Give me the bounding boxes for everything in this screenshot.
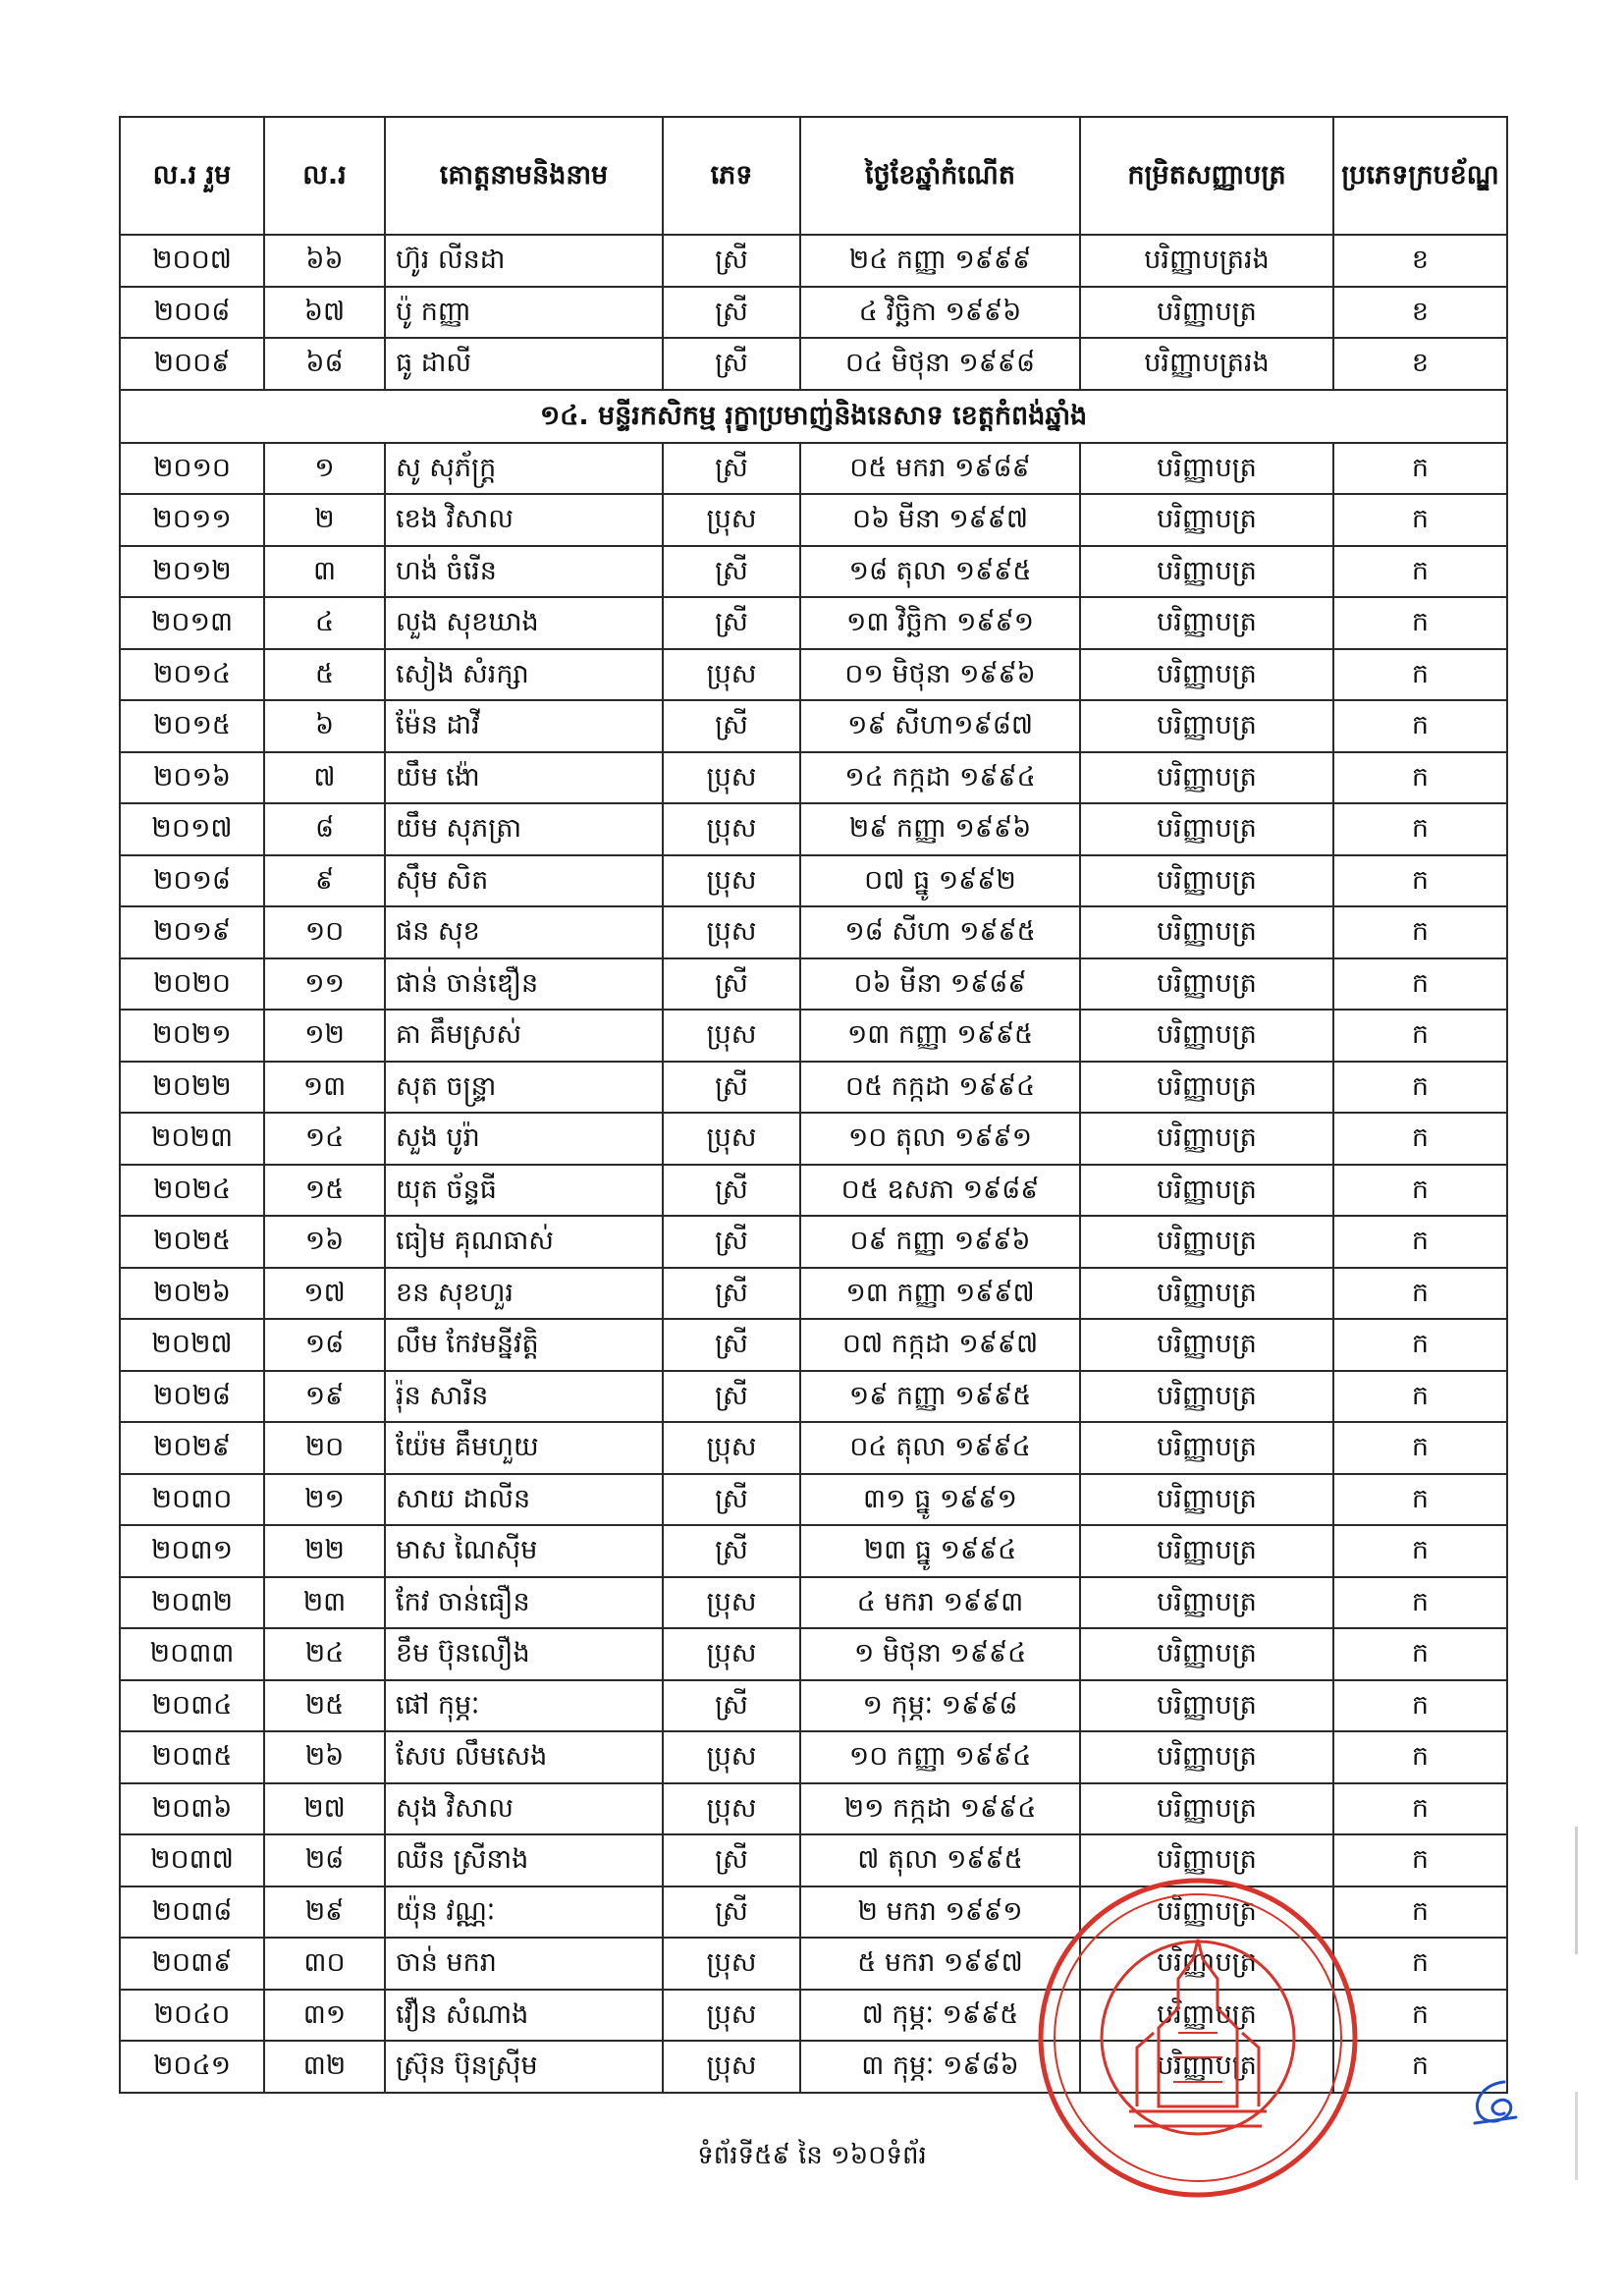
table-row (120, 287, 1507, 339)
dob-cell: ៧ តុលា ១៩៩៥ (800, 1834, 1080, 1886)
category-cell: ក (1333, 2041, 1507, 2093)
name-cell: សៀង សំរក្សា (385, 649, 663, 701)
degree-cell: បរិញ្ញាបត្រ (1080, 1268, 1333, 1320)
no-cell: ៦ (264, 700, 385, 752)
overall-no-cell: ២០២០ (120, 958, 264, 1011)
sex-cell: ប្រុស (663, 906, 800, 958)
degree-cell: បរិញ្ញាបត្រ (1080, 1577, 1333, 1629)
header-overall-no: ល.រ រួម (120, 117, 264, 235)
category-cell: ក (1333, 1628, 1507, 1680)
table-row (120, 855, 1507, 907)
dob-cell: ១៨ សីហា ១៩៩៥ (800, 906, 1080, 958)
name-cell: សុង វិសាល (385, 1783, 663, 1835)
table-row (120, 1268, 1507, 1320)
sex-cell: ស្រី (663, 1680, 800, 1732)
dob-cell: ០៩ កញ្ញា ១៩៩៦ (800, 1216, 1080, 1268)
degree-cell: បរិញ្ញាបត្រ (1080, 1113, 1333, 1165)
name-cell: ធូ ដាលី (385, 338, 663, 390)
degree-cell: បរិញ្ញាបត្រ (1080, 803, 1333, 855)
dob-cell: ១៩ សីហា១៩៨៧ (800, 700, 1080, 752)
official-seal-icon (1031, 1861, 1365, 2234)
dob-cell: ០៦ មីនា ១៩៨៩ (800, 958, 1080, 1011)
sex-cell: ស្រី (663, 1474, 800, 1526)
degree-cell: បរិញ្ញាបត្រ (1080, 494, 1333, 546)
category-cell: ក (1333, 752, 1507, 804)
overall-no-cell: ២០២១ (120, 1010, 264, 1062)
sex-cell: ប្រុស (663, 1010, 800, 1062)
dob-cell: ០៥ ឧសភា ១៩៨៩ (800, 1165, 1080, 1217)
name-cell: សួង បូរ៉ា (385, 1113, 663, 1165)
table-row (120, 1113, 1507, 1165)
table-row (120, 906, 1507, 958)
overall-no-cell: ២០៣៨ (120, 1886, 264, 1939)
dob-cell: ០១ មិថុនា ១៩៩៦ (800, 649, 1080, 701)
overall-no-cell: ២០០៩ (120, 338, 264, 390)
name-cell: មាស ណៃស៊ីម (385, 1525, 663, 1577)
name-cell: សាយ ដាលីន (385, 1474, 663, 1526)
dob-cell: ១៣ កញ្ញា ១៩៩៧ (800, 1268, 1080, 1320)
overall-no-cell: ២០៤០ (120, 1990, 264, 2042)
degree-cell: បរិញ្ញាបត្រ (1080, 287, 1333, 339)
category-cell: ក (1333, 1886, 1507, 1939)
category-cell: ក (1333, 803, 1507, 855)
name-cell: ធៀម គុណធាស់ (385, 1216, 663, 1268)
category-cell: ក (1333, 546, 1507, 598)
name-cell: គា គឹមស្រស់ (385, 1010, 663, 1062)
name-cell: ផន សុខ (385, 906, 663, 958)
degree-cell: បរិញ្ញាបត្រ (1080, 1525, 1333, 1577)
no-cell: ៥ (264, 649, 385, 701)
no-cell: ២៣ (264, 1577, 385, 1629)
sex-cell: ប្រុស (663, 1731, 800, 1783)
overall-no-cell: ២០១៩ (120, 906, 264, 958)
overall-no-cell: ២០១២ (120, 546, 264, 598)
no-cell: ១១ (264, 958, 385, 1011)
dob-cell: ១៨ តុលា ១៩៩៥ (800, 546, 1080, 598)
dob-cell: ០៥ មករា ១៩៨៩ (800, 443, 1080, 495)
name-cell: យុត ច័ន្ទធី (385, 1165, 663, 1217)
table-row (120, 338, 1507, 390)
overall-no-cell: ២០៤១ (120, 2041, 264, 2093)
name-cell: ខន សុខហួរ (385, 1268, 663, 1320)
no-cell: ៣០ (264, 1938, 385, 1990)
sex-cell: ប្រុស (663, 1628, 800, 1680)
no-cell: ២៤ (264, 1628, 385, 1680)
table-row (120, 649, 1507, 701)
category-cell: ក (1333, 1062, 1507, 1114)
table-row (120, 1216, 1507, 1268)
category-cell: ក (1333, 1010, 1507, 1062)
dob-cell: ០៤ មិថុនា ១៩៩៨ (800, 338, 1080, 390)
degree-cell: បរិញ្ញាបត្រ (1080, 1062, 1333, 1114)
degree-cell: បរិញ្ញាបត្រ (1080, 1990, 1333, 2042)
category-cell: ក (1333, 1731, 1507, 1783)
category-cell: ក (1333, 1474, 1507, 1526)
dob-cell: ០៥ កក្កដា ១៩៩៤ (800, 1062, 1080, 1114)
scan-edge-mark (1575, 2092, 1578, 2180)
dob-cell: ២ មករា ១៩៩១ (800, 1886, 1080, 1939)
category-cell: ខ (1333, 235, 1507, 287)
section-group (120, 390, 1507, 443)
overall-no-cell: ២០២៥ (120, 1216, 264, 1268)
degree-cell: បរិញ្ញាបត្រ (1080, 1319, 1333, 1371)
no-cell: ៣១ (264, 1990, 385, 2042)
name-cell: ខឹម ប៊ុនលឿង (385, 1628, 663, 1680)
roster-table (119, 116, 1508, 2094)
dob-cell: ៣ កុម្ភៈ ១៩៨៦ (800, 2041, 1080, 2093)
no-cell: ២៥ (264, 1680, 385, 1732)
no-cell: ១៩ (264, 1371, 385, 1423)
name-cell: ហង់ ចំរើន (385, 546, 663, 598)
sex-cell: ស្រី (663, 700, 800, 752)
overall-no-cell: ២០១៣ (120, 597, 264, 649)
name-cell: វឿន សំណាង (385, 1990, 663, 2042)
sex-cell: ស្រី (663, 338, 800, 390)
category-cell: ក (1333, 700, 1507, 752)
category-cell: ក (1333, 855, 1507, 907)
name-cell: ស៊ឹម សិត (385, 855, 663, 907)
no-cell: ១ (264, 443, 385, 495)
sex-cell: ប្រុស (663, 1577, 800, 1629)
overall-no-cell: ២០២២ (120, 1062, 264, 1114)
dob-cell: ០៤ តុលា ១៩៩៤ (800, 1422, 1080, 1474)
dob-cell: ០៦ មីនា ១៩៩៧ (800, 494, 1080, 546)
sex-cell: ប្រុស (663, 855, 800, 907)
degree-cell: បរិញ្ញាបត្រ (1080, 1216, 1333, 1268)
no-cell: ២៦ (264, 1731, 385, 1783)
category-cell: ក (1333, 1577, 1507, 1629)
header-date-of-birth: ថ្ងៃខែឆ្នាំកំណើត (800, 117, 1080, 235)
name-cell: យឹម ង៉ោ (385, 752, 663, 804)
no-cell: ២៩ (264, 1886, 385, 1939)
sex-cell: ស្រី (663, 1268, 800, 1320)
sex-cell: ប្រុស (663, 649, 800, 701)
no-cell: ១៧ (264, 1268, 385, 1320)
sex-cell: ប្រុស (663, 1938, 800, 1990)
overall-no-cell: ២០១០ (120, 443, 264, 495)
dob-cell: ០៧ កក្កដា ១៩៩៧ (800, 1319, 1080, 1371)
overall-no-cell: ២០១៧ (120, 803, 264, 855)
category-cell: ក (1333, 958, 1507, 1011)
category-cell: ក (1333, 1165, 1507, 1217)
degree-cell: បរិញ្ញាបត្ររង (1080, 338, 1333, 390)
name-cell: ហ៊ូរ លីនដា (385, 235, 663, 287)
name-cell: យឹម សុភត្រា (385, 803, 663, 855)
table-row (120, 494, 1507, 546)
degree-cell: បរិញ្ញាបត្រ (1080, 752, 1333, 804)
table-row (120, 1062, 1507, 1114)
sex-cell: ប្រុស (663, 1113, 800, 1165)
overall-no-cell: ២០២៤ (120, 1165, 264, 1217)
overall-no-cell: ២០៣០ (120, 1474, 264, 1526)
degree-cell: បរិញ្ញាបត្រ (1080, 443, 1333, 495)
category-cell: ក (1333, 649, 1507, 701)
header-no: ល.រ (264, 117, 385, 235)
dob-cell: ៧ កុម្ភៈ ១៩៩៥ (800, 1990, 1080, 2042)
dob-cell: ២៣ ធ្នូ ១៩៩៤ (800, 1525, 1080, 1577)
overall-no-cell: ២០១១ (120, 494, 264, 546)
dob-cell: ១៩ កញ្ញា ១៩៩៥ (800, 1371, 1080, 1423)
degree-cell: បរិញ្ញាបត្ររង (1080, 235, 1333, 287)
category-cell: ក (1333, 1834, 1507, 1886)
table-row (120, 1783, 1507, 1835)
degree-cell: បរិញ្ញាបត្រ (1080, 546, 1333, 598)
section-row (120, 390, 1507, 443)
overall-no-cell: ២០១៨ (120, 855, 264, 907)
table-row (120, 1319, 1507, 1371)
degree-cell: បរិញ្ញាបត្រ (1080, 855, 1333, 907)
no-cell: ១២ (264, 1010, 385, 1062)
overall-no-cell: ២០២៨ (120, 1371, 264, 1423)
category-cell: ក (1333, 1319, 1507, 1371)
dob-cell: ៥ មករា ១៩៩៧ (800, 1938, 1080, 1990)
category-cell: ខ (1333, 287, 1507, 339)
section-title: ១៤. មន្ទីរកសិកម្ម រុក្ខាប្រមាញ់និងនេសាទ ខេត្តកំពង់ឆ្នាំង (120, 390, 1507, 443)
degree-cell: បរិញ្ញាបត្រ (1080, 1731, 1333, 1783)
name-cell: ម៉ែន ដាវី (385, 700, 663, 752)
sex-cell: ស្រី (663, 1886, 800, 1939)
dob-cell: ៣១ ធ្នូ ១៩៩១ (800, 1474, 1080, 1526)
overall-no-cell: ២០២៣ (120, 1113, 264, 1165)
table-row (120, 1680, 1507, 1732)
dob-cell: ២១ កក្កដា ១៩៩៤ (800, 1783, 1080, 1835)
dob-cell: ១០ តុលា ១៩៩១ (800, 1113, 1080, 1165)
degree-cell: បរិញ្ញាបត្រ (1080, 1886, 1333, 1939)
signature-icon (1465, 2074, 1524, 2133)
overall-no-cell: ២០០៧ (120, 235, 264, 287)
table-row (120, 546, 1507, 598)
overall-no-cell: ២០៣២ (120, 1577, 264, 1629)
sex-cell: ស្រី (663, 546, 800, 598)
table-row (120, 803, 1507, 855)
category-cell: ក (1333, 1783, 1507, 1835)
dob-cell: ០៧ ធ្នូ ១៩៩២ (800, 855, 1080, 907)
name-cell: ប៉ូ កញ្ញា (385, 287, 663, 339)
sex-cell: ស្រី (663, 597, 800, 649)
name-cell: ឈឺន ស្រីនាង (385, 1834, 663, 1886)
no-cell: ២១ (264, 1474, 385, 1526)
name-cell: លឹម កែវមន្នីវត្តិ (385, 1319, 663, 1371)
name-cell: សុត ចន្ទ្រា (385, 1062, 663, 1114)
table-row (120, 1577, 1507, 1629)
no-cell: ១៣ (264, 1062, 385, 1114)
name-cell: សែប លឹមសេង (385, 1731, 663, 1783)
table-row (120, 1525, 1507, 1577)
name-cell: យ៉ុន វណ្ណៈ (385, 1886, 663, 1939)
dob-cell: ១៣ វិច្ឆិកា ១៩៩១ (800, 597, 1080, 649)
category-cell: ក (1333, 494, 1507, 546)
degree-cell: បរិញ្ញាបត្រ (1080, 597, 1333, 649)
name-cell: ស្រ៊ុន ប៊ុនស្រ៊ីម (385, 2041, 663, 2093)
rows-before-section (120, 235, 1507, 390)
overall-no-cell: ២០២៧ (120, 1319, 264, 1371)
no-cell: ១៨ (264, 1319, 385, 1371)
table-row (120, 1731, 1507, 1783)
no-cell: ៦៧ (264, 287, 385, 339)
overall-no-cell: ២០៣៤ (120, 1680, 264, 1732)
overall-no-cell: ២០៣៦ (120, 1783, 264, 1835)
dob-cell: ៤ វិច្ឆិកា ១៩៩៦ (800, 287, 1080, 339)
dob-cell: ១៣ កញ្ញា ១៩៩៥ (800, 1010, 1080, 1062)
category-cell: ក (1333, 1422, 1507, 1474)
header-sex: ភេទ (663, 117, 800, 235)
overall-no-cell: ២០៣៣ (120, 1628, 264, 1680)
sex-cell: ស្រី (663, 1062, 800, 1114)
table-row (120, 1422, 1507, 1474)
overall-no-cell: ២០១៤ (120, 649, 264, 701)
overall-no-cell: ២០៣៥ (120, 1731, 264, 1783)
overall-no-cell: ២០៣១ (120, 1525, 264, 1577)
dob-cell: ២៩ កញ្ញា ១៩៩៦ (800, 803, 1080, 855)
sex-cell: ស្រី (663, 1834, 800, 1886)
degree-cell: បរិញ្ញាបត្រ (1080, 1010, 1333, 1062)
table-row (120, 1474, 1507, 1526)
header-full-name: គោត្តនាមនិងនាម (385, 117, 663, 235)
degree-cell: បរិញ្ញាបត្រ (1080, 700, 1333, 752)
sex-cell: ប្រុស (663, 2041, 800, 2093)
header-degree-level: កម្រិតសញ្ញាបត្រ (1080, 117, 1333, 235)
category-cell: ក (1333, 1371, 1507, 1423)
overall-no-cell: ២០២៩ (120, 1422, 264, 1474)
name-cell: ផៅ កុម្ភៈ (385, 1680, 663, 1732)
no-cell: ៩ (264, 855, 385, 907)
table-row (120, 1628, 1507, 1680)
name-cell: សូ សុភ័ក្រ្ត (385, 443, 663, 495)
degree-cell: បរិញ្ញាបត្រ (1080, 1165, 1333, 1217)
page-number: ទំព័រទី៥៩ នៃ ១៦០ទំព័រ (697, 2141, 927, 2170)
category-cell: ក (1333, 1268, 1507, 1320)
scan-edge-mark (1575, 1827, 1578, 1954)
overall-no-cell: ២០១៦ (120, 752, 264, 804)
category-cell: ក (1333, 443, 1507, 495)
no-cell: ៦៨ (264, 338, 385, 390)
no-cell: ២ (264, 494, 385, 546)
table-row (120, 752, 1507, 804)
name-cell: ចាន់ មករា (385, 1938, 663, 1990)
degree-cell: បរិញ្ញាបត្រ (1080, 1628, 1333, 1680)
sex-cell: ប្រុស (663, 803, 800, 855)
table-row (120, 958, 1507, 1011)
table-row (120, 443, 1507, 495)
dob-cell: ១ កុម្ភៈ ១៩៩៨ (800, 1680, 1080, 1732)
name-cell: យ៉ែម គឹមហួយ (385, 1422, 663, 1474)
degree-cell: បរិញ្ញាបត្រ (1080, 1422, 1333, 1474)
degree-cell: បរិញ្ញាបត្រ (1080, 2041, 1333, 2093)
degree-cell: បរិញ្ញាបត្រ (1080, 1680, 1333, 1732)
table-row (120, 700, 1507, 752)
sex-cell: ប្រុស (663, 1783, 800, 1835)
sex-cell: ស្រី (663, 235, 800, 287)
name-cell: ផាន់ ចាន់ឌឿន (385, 958, 663, 1011)
sex-cell: ស្រី (663, 1371, 800, 1423)
table-row (120, 1165, 1507, 1217)
rows-after-section (120, 443, 1507, 2093)
no-cell: ២២ (264, 1525, 385, 1577)
dob-cell: ១ មិថុនា ១៩៩៤ (800, 1628, 1080, 1680)
sex-cell: ស្រី (663, 443, 800, 495)
no-cell: ២០ (264, 1422, 385, 1474)
table-row (120, 597, 1507, 649)
sex-cell: ស្រី (663, 1216, 800, 1268)
no-cell: ៨ (264, 803, 385, 855)
sex-cell: ស្រី (663, 958, 800, 1011)
overall-no-cell: ២០១៥ (120, 700, 264, 752)
no-cell: ២៧ (264, 1783, 385, 1835)
dob-cell: ២៤ កញ្ញា ១៩៩៩ (800, 235, 1080, 287)
sex-cell: ប្រុស (663, 1990, 800, 2042)
no-cell: ៦៦ (264, 235, 385, 287)
no-cell: ៧ (264, 752, 385, 804)
no-cell: ១០ (264, 906, 385, 958)
name-cell: ខេង វិសាល (385, 494, 663, 546)
degree-cell: បរិញ្ញាបត្រ (1080, 1783, 1333, 1835)
sex-cell: ប្រុស (663, 1422, 800, 1474)
no-cell: ៣២ (264, 2041, 385, 2093)
overall-no-cell: ២០០៨ (120, 287, 264, 339)
no-cell: ១៥ (264, 1165, 385, 1217)
no-cell: ៣ (264, 546, 385, 598)
category-cell: ក (1333, 1938, 1507, 1990)
table-row (120, 1371, 1507, 1423)
degree-cell: បរិញ្ញាបត្រ (1080, 1834, 1333, 1886)
category-cell: ក (1333, 1113, 1507, 1165)
no-cell: ១៤ (264, 1113, 385, 1165)
degree-cell: បរិញ្ញាបត្រ (1080, 1938, 1333, 1990)
header-framework-category: ប្រភេទក្របខ័ណ្ឌ (1333, 117, 1507, 235)
sex-cell: ស្រី (663, 1525, 800, 1577)
category-cell: ក (1333, 597, 1507, 649)
name-cell: កែវ ចាន់ធឿន (385, 1577, 663, 1629)
sex-cell: ស្រី (663, 1165, 800, 1217)
sex-cell: ស្រី (663, 287, 800, 339)
overall-no-cell: ២០៣៩ (120, 1938, 264, 1990)
degree-cell: បរិញ្ញាបត្រ (1080, 958, 1333, 1011)
table-row (120, 235, 1507, 287)
dob-cell: ១០ កញ្ញា ១៩៩៤ (800, 1731, 1080, 1783)
overall-no-cell: ២០៣៧ (120, 1834, 264, 1886)
dob-cell: ១៤ កក្កដា ១៩៩៤ (800, 752, 1080, 804)
table-row (120, 1010, 1507, 1062)
name-cell: លួង សុខឃាង (385, 597, 663, 649)
category-cell: ក (1333, 1525, 1507, 1577)
degree-cell: បរិញ្ញាបត្រ (1080, 906, 1333, 958)
category-cell: ក (1333, 906, 1507, 958)
overall-no-cell: ២០២៦ (120, 1268, 264, 1320)
no-cell: ១៦ (264, 1216, 385, 1268)
name-cell: រ៉ុន សារីន (385, 1371, 663, 1423)
no-cell: ២៨ (264, 1834, 385, 1886)
sex-cell: ប្រុស (663, 752, 800, 804)
category-cell: ក (1333, 1990, 1507, 2042)
no-cell: ៤ (264, 597, 385, 649)
sex-cell: ប្រុស (663, 494, 800, 546)
table-header-row (120, 117, 1507, 235)
degree-cell: បរិញ្ញាបត្រ (1080, 1371, 1333, 1423)
category-cell: ខ (1333, 338, 1507, 390)
sex-cell: ស្រី (663, 1319, 800, 1371)
degree-cell: បរិញ្ញាបត្រ (1080, 649, 1333, 701)
category-cell: ក (1333, 1680, 1507, 1732)
category-cell: ក (1333, 1216, 1507, 1268)
dob-cell: ៤ មករា ១៩៩៣ (800, 1577, 1080, 1629)
degree-cell: បរិញ្ញាបត្រ (1080, 1474, 1333, 1526)
